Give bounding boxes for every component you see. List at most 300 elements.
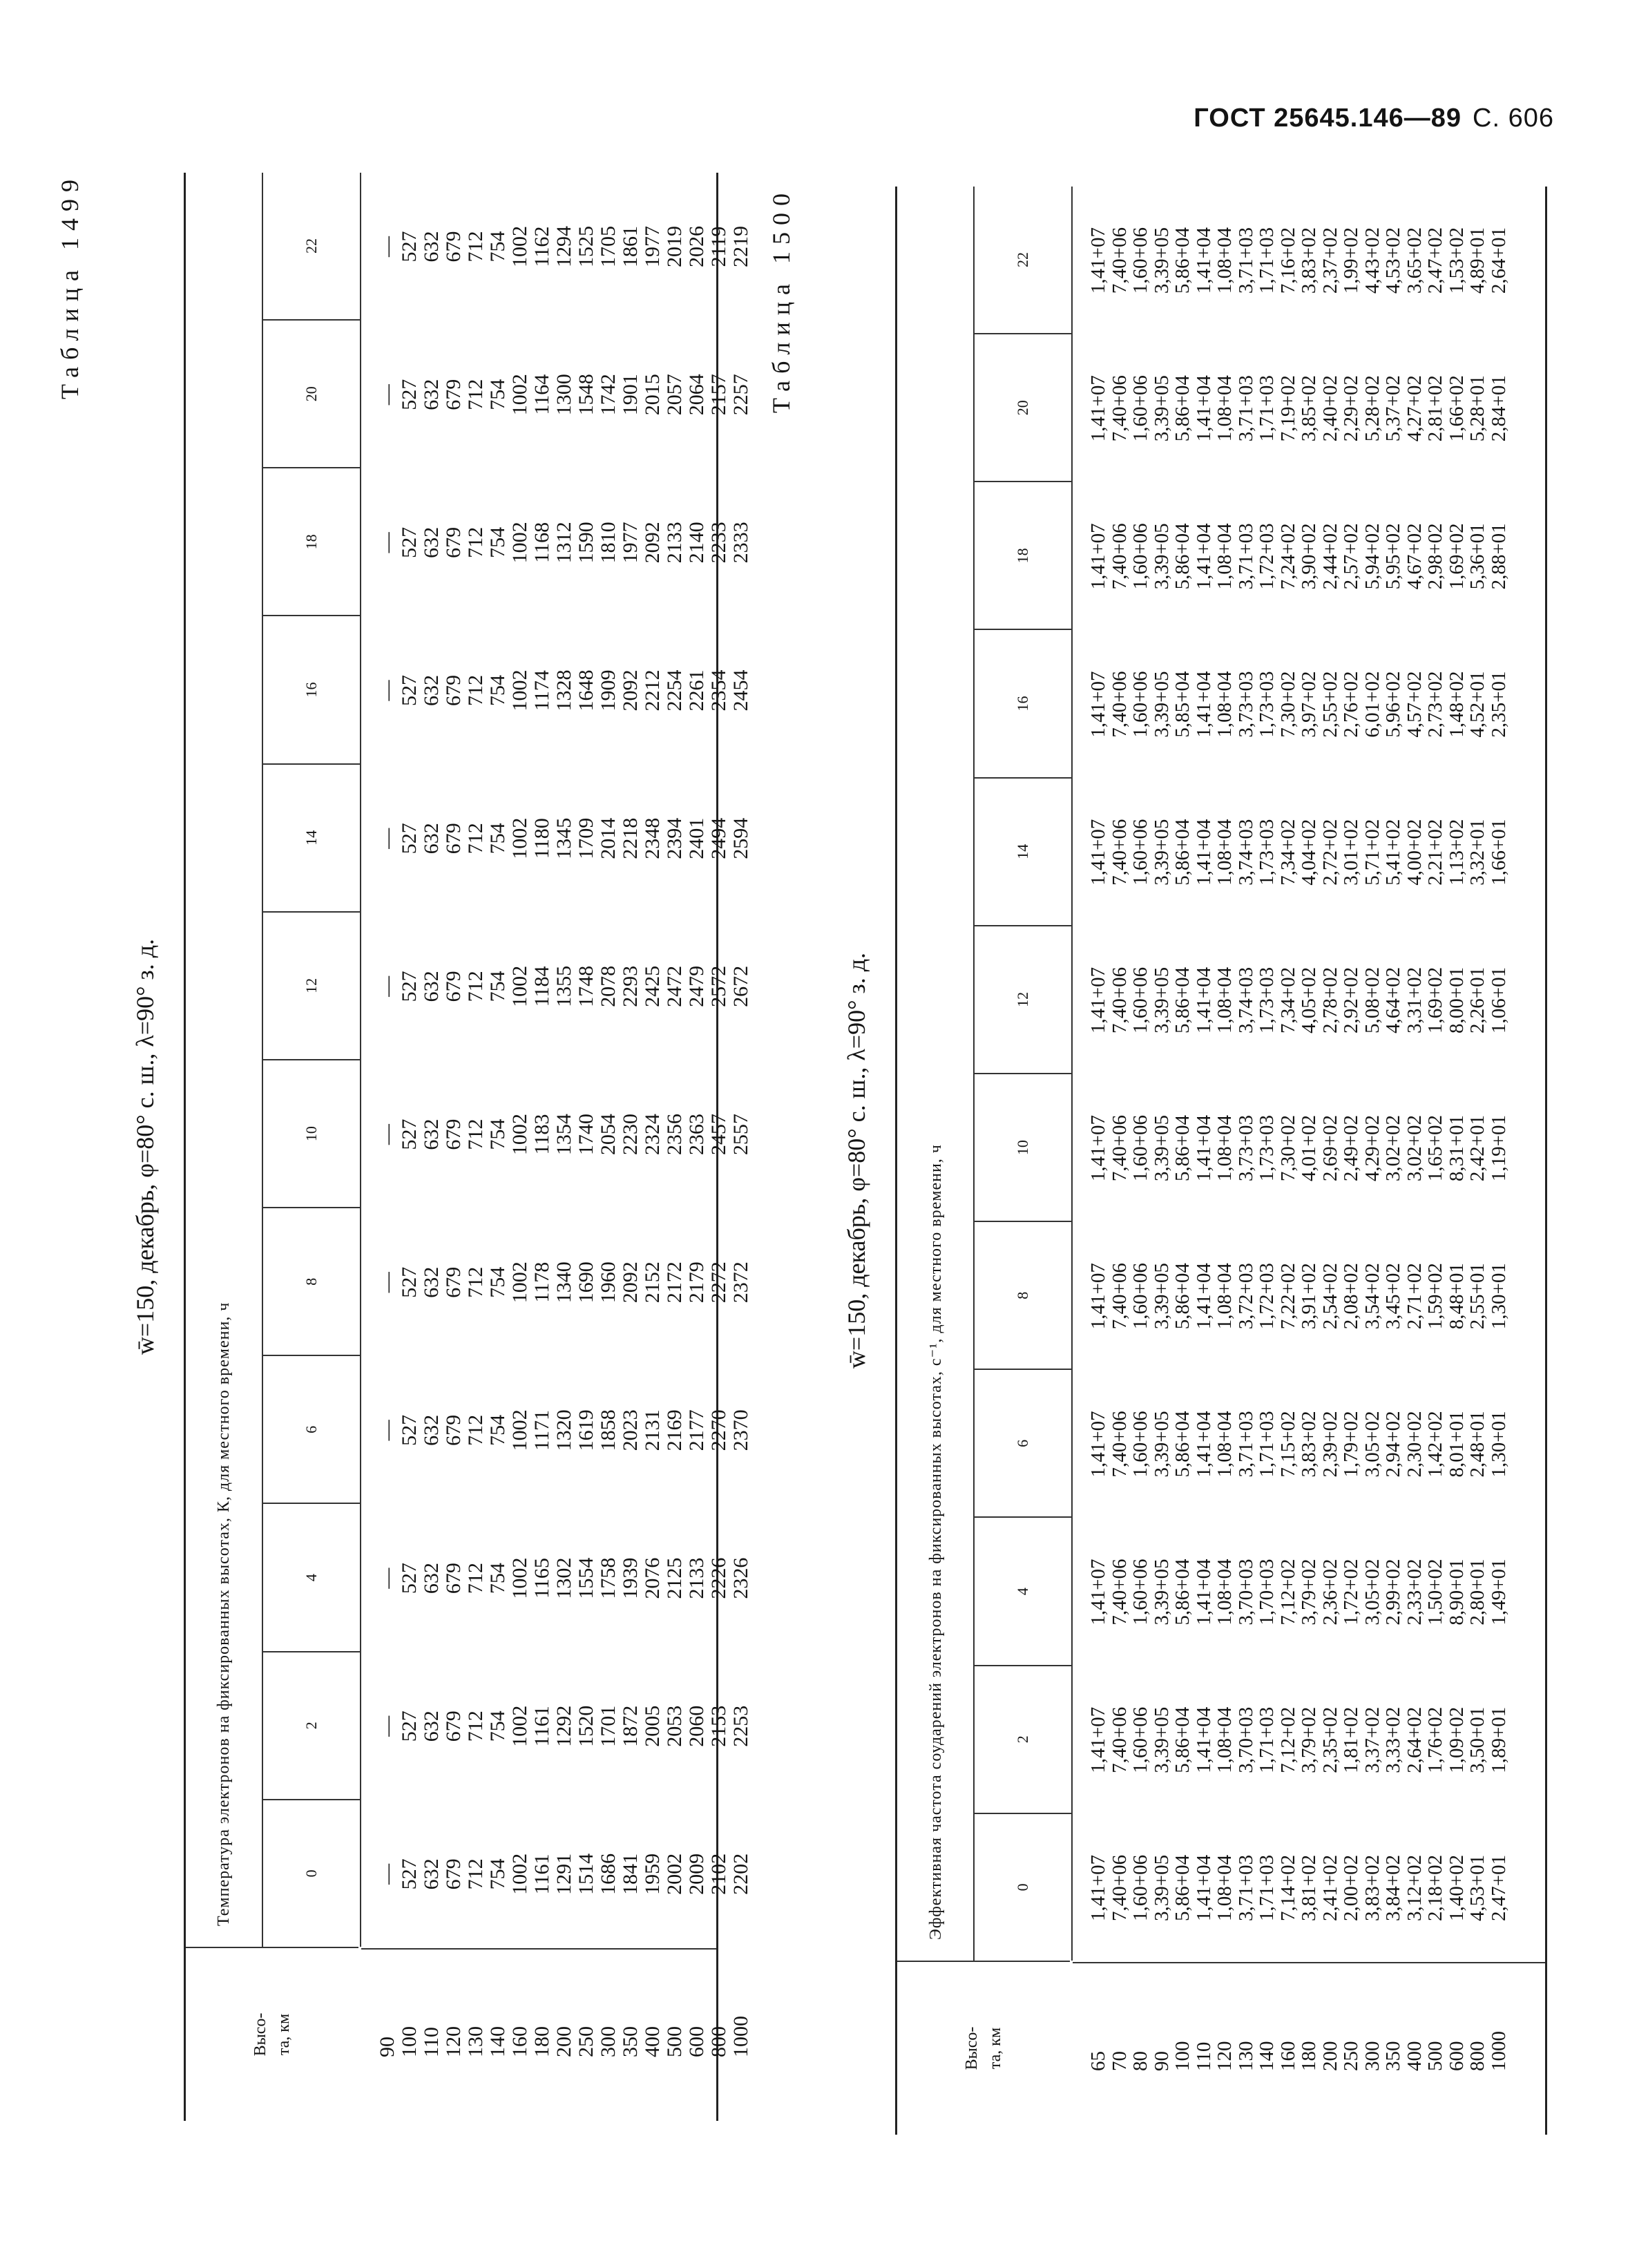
value-cell: 527 <box>398 675 421 707</box>
value-cell: 2,49+02 <box>1340 1115 1362 1182</box>
value-cell: 2,42+01 <box>1466 1115 1488 1182</box>
value-cell: 2261 <box>685 669 708 712</box>
value-cell: 2425 <box>641 965 664 1007</box>
value-cell: 2,30+02 <box>1403 1411 1426 1478</box>
height-cell: 180 <box>530 2026 553 2057</box>
time-header-cell: 6 <box>975 1370 1071 1518</box>
value-cell: 2,18+02 <box>1424 1854 1446 1921</box>
height-cell: 80 <box>1129 2051 1151 2071</box>
table-1500 <box>767 187 1547 2135</box>
value-cell: 1,41+07 <box>1087 966 1109 1033</box>
value-cell: 1,71+03 <box>1256 227 1278 294</box>
value-cell: 2053 <box>663 1705 686 1747</box>
value-cell: 2,80+01 <box>1466 1559 1488 1626</box>
value-cell: 1,41+04 <box>1192 227 1215 294</box>
value-cell: 1,60+06 <box>1129 227 1151 294</box>
value-cell: 7,40+06 <box>1108 819 1131 886</box>
value-cell: 2326 <box>729 1557 752 1599</box>
value-cell: 2472 <box>663 965 686 1007</box>
value-cell: 2064 <box>685 374 708 416</box>
height-cell: 350 <box>619 2026 642 2057</box>
value-cell: 1,41+07 <box>1087 1706 1109 1773</box>
value-cell: 1183 <box>530 1114 553 1155</box>
heights-column <box>361 1948 752 2121</box>
height-cell: 1000 <box>729 2016 752 2057</box>
value-cell: 7,30+02 <box>1276 671 1299 738</box>
value-cell: 712 <box>464 526 487 558</box>
value-cell: — <box>376 384 399 406</box>
value-cell: — <box>376 1715 399 1737</box>
value-cell: 527 <box>398 1414 421 1446</box>
value-cell: 527 <box>398 231 421 263</box>
value-cell: 2092 <box>619 1261 642 1304</box>
value-cell: 2370 <box>729 1409 752 1451</box>
value-cell: 3,05+02 <box>1361 1411 1383 1478</box>
value-cell: 1,72+03 <box>1256 523 1278 590</box>
value-cell: 3,74+03 <box>1234 966 1257 1033</box>
value-cell: — <box>376 1567 399 1589</box>
time-column <box>361 616 752 764</box>
value-cell: 1002 <box>508 669 531 712</box>
value-cell: 2372 <box>729 1261 752 1304</box>
value-cell: 8,31+01 <box>1445 1115 1468 1182</box>
value-cell: 2,69+02 <box>1319 1115 1341 1182</box>
value-cell: 2,54+02 <box>1319 1263 1341 1330</box>
value-cell: 1,69+02 <box>1424 966 1446 1033</box>
value-cell: 2,98+02 <box>1424 523 1446 590</box>
value-cell: 679 <box>442 1266 465 1298</box>
value-cell: 1548 <box>575 374 597 416</box>
value-cell: 2,35+02 <box>1319 1706 1341 1773</box>
value-cell: — <box>376 680 399 701</box>
value-cell: 754 <box>486 1414 509 1446</box>
height-cell: 110 <box>420 2027 443 2057</box>
time-column <box>1073 630 1545 778</box>
value-cell: 1,66+01 <box>1487 819 1510 886</box>
value-cell: 2019 <box>663 226 686 268</box>
value-cell: 1740 <box>575 1114 597 1156</box>
value-cell: 5,94+02 <box>1361 523 1383 590</box>
value-cell: 2125 <box>663 1557 686 1599</box>
value-cell: 3,71+03 <box>1234 375 1257 442</box>
value-cell: 1,99+02 <box>1340 227 1362 294</box>
value-cell: 7,12+02 <box>1276 1706 1299 1773</box>
value-cell: 4,01+02 <box>1298 1115 1320 1182</box>
value-cell: 2212 <box>641 669 664 712</box>
value-cell: 2,40+02 <box>1319 375 1341 442</box>
value-cell: 2454 <box>729 669 752 712</box>
value-cell: 7,24+02 <box>1276 523 1299 590</box>
value-cell: 754 <box>486 823 509 855</box>
value-cell: 1,71+03 <box>1256 1411 1278 1478</box>
time-header-cell: 0 <box>1014 1883 1031 1891</box>
value-cell: 1354 <box>553 1114 575 1156</box>
height-cell: 200 <box>553 2026 575 2057</box>
value-cell: 3,39+05 <box>1150 227 1173 294</box>
document-title: ГОСТ 25645.146—89 <box>1194 104 1462 133</box>
value-cell: 1300 <box>553 374 575 416</box>
height-cell: 800 <box>707 2026 730 2057</box>
value-cell: 1858 <box>597 1409 620 1451</box>
value-cell: 5,96+02 <box>1382 671 1404 738</box>
value-cell: 1,08+04 <box>1214 375 1236 442</box>
value-cell: 1,13+02 <box>1445 819 1468 886</box>
value-cell: 1,41+07 <box>1087 1559 1109 1626</box>
heights-column <box>1073 1962 1545 2135</box>
value-cell: 1,60+06 <box>1129 1115 1151 1182</box>
value-cell: 2172 <box>663 1261 686 1304</box>
value-cell: 1758 <box>597 1557 620 1599</box>
value-cell: 3,39+05 <box>1150 1559 1173 1626</box>
value-cell: 7,14+02 <box>1276 1854 1299 1921</box>
value-cell: 2672 <box>729 965 752 1007</box>
value-cell: 2257 <box>729 374 752 416</box>
value-cell: 712 <box>464 823 487 855</box>
table-caption: Таблица 1500 <box>767 187 795 413</box>
value-cell: 3,91+02 <box>1298 1263 1320 1330</box>
time-header-cell: 10 <box>263 1060 360 1208</box>
value-cell: 712 <box>464 1118 487 1150</box>
value-cell: 1,71+03 <box>1256 1706 1278 1773</box>
time-column <box>1073 1666 1545 1814</box>
value-cell: 1,41+07 <box>1087 1115 1109 1182</box>
value-cell: 7,40+06 <box>1108 1706 1131 1773</box>
time-header-cell: 18 <box>263 468 360 616</box>
time-column <box>1073 926 1545 1074</box>
value-cell: 754 <box>486 1858 509 1890</box>
value-cell: 1,08+04 <box>1214 671 1236 738</box>
time-header-cell: 0 <box>303 1869 320 1878</box>
value-cell: 2348 <box>641 817 664 859</box>
value-cell: 1,41+04 <box>1192 1263 1215 1330</box>
value-cell: 2078 <box>597 965 620 1007</box>
value-cell: 632 <box>420 1858 443 1890</box>
value-cell: 7,40+06 <box>1108 1559 1131 1626</box>
value-cell: 5,86+04 <box>1171 819 1194 886</box>
value-cell: 4,27+02 <box>1403 375 1426 442</box>
value-cell: 3,39+05 <box>1150 819 1173 886</box>
value-cell: 2177 <box>685 1409 708 1451</box>
value-cell: 3,31+02 <box>1403 966 1426 1033</box>
height-cell: 250 <box>575 2026 597 2057</box>
value-cell: 527 <box>398 1266 421 1298</box>
value-cell: 679 <box>442 675 465 707</box>
value-cell: 1,41+04 <box>1192 1706 1215 1773</box>
value-cell: 2254 <box>663 669 686 712</box>
value-cell: 2,44+02 <box>1319 523 1341 590</box>
value-cell: 7,40+06 <box>1108 966 1131 1033</box>
time-header-cell: 14 <box>975 779 1071 926</box>
value-cell: 2015 <box>641 374 664 416</box>
height-cell: 200 <box>1319 2041 1341 2071</box>
value-cell: 2157 <box>707 374 730 416</box>
value-cell: 1742 <box>597 374 620 416</box>
value-cell: 2,55+02 <box>1319 671 1341 738</box>
value-cell: 2,84+01 <box>1487 375 1510 442</box>
value-cell: 2226 <box>707 1557 730 1599</box>
value-cell: 2102 <box>707 1853 730 1895</box>
table-frame <box>895 187 1547 2135</box>
value-cell: 2014 <box>597 817 620 859</box>
value-cell: 2333 <box>729 522 752 564</box>
value-cell: 1161 <box>530 1706 553 1747</box>
value-cell: 1,81+02 <box>1340 1706 1362 1773</box>
value-cell: 1,41+04 <box>1192 1854 1215 1921</box>
value-cell: 1,08+04 <box>1214 1263 1236 1330</box>
value-cell: 5,86+04 <box>1171 966 1194 1033</box>
value-cell: 3,71+03 <box>1234 1854 1257 1921</box>
value-cell: 527 <box>398 379 421 410</box>
value-cell: 3,39+05 <box>1150 1411 1173 1478</box>
value-cell: 2293 <box>619 965 642 1007</box>
value-cell: 679 <box>442 1858 465 1890</box>
value-cell: 1648 <box>575 669 597 712</box>
value-cell: 2494 <box>707 817 730 859</box>
value-cell: 2,26+01 <box>1466 966 1488 1033</box>
time-header-row <box>975 187 1073 1961</box>
value-cell: — <box>376 828 399 849</box>
value-cell: 3,83+02 <box>1361 1854 1383 1921</box>
value-cell: 2,57+02 <box>1340 523 1362 590</box>
value-cell: 3,90+02 <box>1298 523 1320 590</box>
value-cell: 1171 <box>530 1409 553 1451</box>
value-cell: 5,86+04 <box>1171 1263 1194 1330</box>
value-cell: 7,40+06 <box>1108 375 1131 442</box>
value-cell: 1,72+03 <box>1256 1263 1278 1330</box>
value-cell: 3,39+05 <box>1150 1854 1173 1921</box>
table-caption: Таблица 1499 <box>56 173 84 399</box>
value-cell: 3,73+03 <box>1234 671 1257 738</box>
value-cell: 2,99+02 <box>1382 1559 1404 1626</box>
value-cell: 5,86+04 <box>1171 1854 1194 1921</box>
value-cell: 1,71+03 <box>1256 375 1278 442</box>
value-cell: 527 <box>398 1563 421 1594</box>
value-cell: 7,19+02 <box>1276 375 1299 442</box>
value-cell: 1872 <box>619 1705 642 1747</box>
value-cell: 2,36+02 <box>1319 1559 1341 1626</box>
value-cell: 632 <box>420 526 443 558</box>
value-cell: 6,01+02 <box>1361 671 1383 738</box>
table-frame <box>184 173 752 2121</box>
value-cell: 1,60+06 <box>1129 1854 1151 1921</box>
value-cell: 632 <box>420 1710 443 1742</box>
value-cell: 1,41+07 <box>1087 375 1109 442</box>
value-cell: 2,48+01 <box>1466 1411 1488 1478</box>
value-cell: 3,71+03 <box>1234 227 1257 294</box>
value-cell: 2270 <box>707 1409 730 1451</box>
value-cell: 1,73+03 <box>1256 819 1278 886</box>
value-cell: 1002 <box>508 1853 531 1895</box>
value-cell: 1,79+02 <box>1340 1411 1362 1478</box>
time-header-row <box>263 173 361 1947</box>
value-cell: 1,60+06 <box>1129 375 1151 442</box>
value-cell: 1909 <box>597 669 620 712</box>
value-cell: 2026 <box>685 226 708 268</box>
value-cell: 2,78+02 <box>1319 966 1341 1033</box>
time-header-cell: 4 <box>975 1518 1071 1666</box>
height-cell: 600 <box>685 2026 708 2057</box>
value-cell: 5,28+01 <box>1466 375 1488 442</box>
value-cell: 754 <box>486 971 509 1002</box>
value-cell: 1520 <box>575 1705 597 1747</box>
value-cell: 679 <box>442 1563 465 1594</box>
value-cell: 1810 <box>597 522 620 564</box>
value-cell: 1,08+04 <box>1214 1706 1236 1773</box>
value-cell: 3,39+05 <box>1150 375 1173 442</box>
value-cell: 3,81+02 <box>1298 1854 1320 1921</box>
value-cell: 4,00+02 <box>1403 819 1426 886</box>
value-cell: 712 <box>464 1858 487 1890</box>
value-cell: 2023 <box>619 1409 642 1451</box>
value-cell: 5,86+04 <box>1171 375 1194 442</box>
value-cell: 754 <box>486 231 509 263</box>
height-cell: 110 <box>1192 2041 1215 2071</box>
value-cell: 1,53+02 <box>1445 227 1468 294</box>
value-cell: 1,66+02 <box>1445 375 1468 442</box>
time-column <box>1073 187 1545 334</box>
value-cell: 1977 <box>619 522 642 564</box>
value-cell: 632 <box>420 1118 443 1150</box>
value-cell: 5,86+04 <box>1171 1411 1194 1478</box>
value-cell: 1,41+04 <box>1192 671 1215 738</box>
value-cell: 3,05+02 <box>1361 1559 1383 1626</box>
value-cell: 3,54+02 <box>1361 1263 1383 1330</box>
value-cell: 5,85+04 <box>1171 671 1194 738</box>
value-cell: 2394 <box>663 817 686 859</box>
time-column <box>1073 1222 1545 1370</box>
time-column <box>361 1208 752 1356</box>
height-cell: 70 <box>1108 2051 1131 2071</box>
value-cell: 632 <box>420 823 443 855</box>
value-cell: 2,00+02 <box>1340 1854 1362 1921</box>
value-cell: 1,41+04 <box>1192 1411 1215 1478</box>
value-cell: 3,39+05 <box>1150 966 1173 1033</box>
value-cell: 1002 <box>508 1409 531 1451</box>
value-cell: 632 <box>420 231 443 263</box>
height-cell: 500 <box>663 2026 686 2057</box>
value-cell: 1,30+01 <box>1487 1263 1510 1330</box>
value-cell: 2,29+02 <box>1340 375 1362 442</box>
value-cell: 3,71+03 <box>1234 523 1257 590</box>
value-cell: 3,37+02 <box>1361 1706 1383 1773</box>
value-cell: 1,70+03 <box>1256 1559 1278 1626</box>
value-cell: 1,49+01 <box>1487 1559 1510 1626</box>
height-cell: 120 <box>442 2026 465 2057</box>
value-cell: 1180 <box>530 818 553 859</box>
value-cell: 5,95+02 <box>1382 523 1404 590</box>
value-cell: 1161 <box>530 1854 553 1895</box>
value-cell: 2233 <box>707 522 730 564</box>
value-cell: 1,41+04 <box>1192 375 1215 442</box>
value-cell: 1,09+02 <box>1445 1706 1468 1773</box>
value-cell: 1841 <box>619 1853 642 1895</box>
value-cell: 712 <box>464 379 487 410</box>
value-cell: 3,70+03 <box>1234 1706 1257 1773</box>
value-cell: 1,60+06 <box>1129 819 1151 886</box>
value-cell: 3,83+02 <box>1298 1411 1320 1478</box>
value-cell: 2152 <box>641 1261 664 1304</box>
value-cell: 1748 <box>575 965 597 1007</box>
value-cell: 5,08+02 <box>1361 966 1383 1033</box>
value-cell: 754 <box>486 1118 509 1150</box>
value-cell: 2,94+02 <box>1382 1411 1404 1478</box>
value-cell: 1184 <box>530 966 553 1007</box>
time-column <box>361 765 752 913</box>
time-column <box>361 1356 752 1504</box>
value-cell: 1,60+06 <box>1129 1263 1151 1330</box>
time-header-cell: 16 <box>975 630 1071 778</box>
value-cell: 679 <box>442 971 465 1002</box>
height-cell: 300 <box>1361 2041 1383 2071</box>
time-column <box>1073 482 1545 630</box>
value-cell: 1292 <box>553 1705 575 1747</box>
value-cell: 1,41+04 <box>1192 1115 1215 1182</box>
value-cell: 5,36+01 <box>1466 523 1488 590</box>
value-cell: 1,08+04 <box>1214 1854 1236 1921</box>
value-cell: 7,12+02 <box>1276 1559 1299 1626</box>
value-cell: 712 <box>464 231 487 263</box>
value-cell: 5,86+04 <box>1171 523 1194 590</box>
value-cell: 754 <box>486 1266 509 1298</box>
table-body <box>1073 187 1545 2135</box>
group-header: Температура электронов на фиксированных высотах, К, для местного времени, ч <box>186 173 263 1947</box>
value-cell: 3,70+03 <box>1234 1559 1257 1626</box>
height-cell: 160 <box>508 2026 531 2057</box>
value-cell: 1705 <box>597 226 620 268</box>
value-cell: 1,06+01 <box>1487 966 1510 1033</box>
height-cell: 180 <box>1298 2041 1320 2071</box>
value-cell: 3,02+02 <box>1382 1115 1404 1182</box>
time-column <box>1073 1370 1545 1518</box>
value-cell: 1590 <box>575 522 597 564</box>
value-cell: 2479 <box>685 965 708 1007</box>
value-cell: 2354 <box>707 669 730 712</box>
value-cell: 1,60+06 <box>1129 523 1151 590</box>
value-cell: 1168 <box>530 522 553 563</box>
value-cell: 3,45+02 <box>1382 1263 1404 1330</box>
value-cell: 3,39+05 <box>1150 523 1173 590</box>
value-cell: 1701 <box>597 1705 620 1747</box>
time-header-cell: 22 <box>263 173 360 321</box>
value-cell: 2594 <box>729 817 752 859</box>
value-cell: 1002 <box>508 1705 531 1747</box>
value-cell: 2140 <box>685 522 708 564</box>
value-cell: 754 <box>486 379 509 410</box>
value-cell: 4,67+02 <box>1403 523 1426 590</box>
value-cell: 1340 <box>553 1261 575 1304</box>
value-cell: 2557 <box>729 1114 752 1156</box>
value-cell: 1,69+02 <box>1445 523 1468 590</box>
height-cell: 160 <box>1276 2041 1299 2071</box>
value-cell: 1162 <box>530 226 553 267</box>
value-cell: 1,08+04 <box>1214 819 1236 886</box>
height-cell: 250 <box>1340 2041 1362 2071</box>
value-cell: 7,40+06 <box>1108 671 1131 738</box>
value-cell: 1,89+01 <box>1487 1706 1510 1773</box>
value-cell: 754 <box>486 1710 509 1742</box>
height-cell: 400 <box>1403 2041 1426 2071</box>
value-cell: 1,41+07 <box>1087 1854 1109 1921</box>
value-cell: 2,88+01 <box>1487 523 1510 590</box>
value-cell: 1,40+02 <box>1445 1854 1468 1921</box>
value-cell: 1,08+04 <box>1214 1115 1236 1182</box>
value-cell: — <box>376 532 399 553</box>
value-cell: 1,08+04 <box>1214 966 1236 1033</box>
height-cell: 130 <box>1234 2041 1257 2071</box>
value-cell: 1328 <box>553 669 575 712</box>
value-cell: 1355 <box>553 965 575 1007</box>
value-cell: 1002 <box>508 374 531 416</box>
